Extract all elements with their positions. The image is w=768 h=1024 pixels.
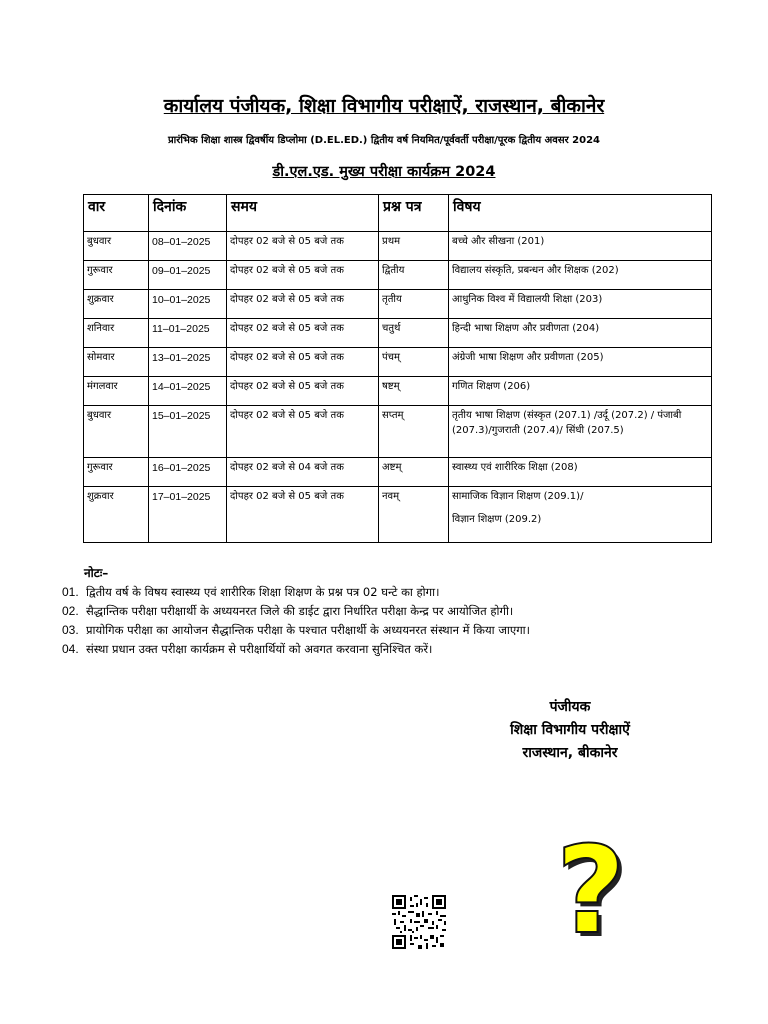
cell-day-text: मंगलवार: [87, 381, 118, 392]
cell-subject: [449, 458, 712, 487]
cell-subject: [449, 406, 712, 458]
cell-subject: [449, 348, 712, 377]
cell-subject-text: आधुनिक विश्व में विद्यालयी शिक्षा (203): [452, 294, 603, 305]
cell-day: [84, 290, 149, 319]
cell-day: [84, 232, 149, 261]
cell-paper-text: अष्टम्: [382, 462, 402, 473]
cell-date-text: 08–01–2025: [152, 236, 211, 248]
col-header-subject: विषय: [449, 195, 712, 232]
cell-paper: [379, 458, 449, 487]
table-row: [84, 232, 712, 261]
cell-subject: [449, 487, 712, 543]
cell-date-text: 13–01–2025: [152, 352, 211, 364]
cell-subject-text: अंग्रेजी भाषा शिक्षण और प्रवीणता (205): [452, 352, 604, 363]
cell-subject: [449, 319, 712, 348]
table-header-row: [84, 195, 712, 232]
cell-time: [227, 290, 379, 319]
cell-day: [84, 458, 149, 487]
note-text: द्वितीय वर्ष के विषय स्वास्थ्य एवं शारीरिक शिक्षा शिक्षण के प्रश्न पत्र 02 घन्टे का होगा।: [86, 585, 440, 599]
cell-paper: [379, 261, 449, 290]
cell-day-text: शुक्रवार: [87, 491, 114, 502]
note-item: [62, 602, 722, 621]
cell-date: [149, 319, 227, 348]
cell-subject: [449, 377, 712, 406]
cell-subject: [449, 261, 712, 290]
cell-time: [227, 377, 379, 406]
cell-paper: [379, 348, 449, 377]
cell-time-text: दोपहर 02 बजे से 05 बजे तक: [230, 265, 344, 276]
cell-paper-text: नवम्: [382, 491, 400, 502]
col-header-paper: प्रश्न पत्र: [379, 195, 449, 232]
cell-paper-text: प्रथम: [382, 236, 401, 247]
table-row: [84, 261, 712, 290]
qr-code-icon: [392, 895, 446, 949]
cell-subject: [449, 232, 712, 261]
col-header-day: वार: [84, 195, 149, 232]
table-row: [84, 348, 712, 377]
cell-date-text: 15–01–2025: [152, 410, 211, 422]
cell-day-text: बुधवार: [87, 236, 112, 247]
note-item: [62, 640, 722, 659]
exam-schedule-table: [83, 194, 712, 543]
note-number: 01.: [62, 585, 79, 599]
cell-time-text: दोपहर 02 बजे से 05 बजे तक: [230, 294, 344, 305]
cell-paper-text: पंचम्: [382, 352, 401, 363]
cell-subject-line2: विज्ञान शिक्षण (209.2): [452, 513, 542, 525]
cell-paper-text: द्वितीय: [382, 265, 405, 276]
cell-day: [84, 377, 149, 406]
cell-date: [149, 348, 227, 377]
cell-time-text: दोपहर 02 बजे से 05 बजे तक: [230, 352, 344, 363]
cell-date: [149, 261, 227, 290]
cell-time: [227, 458, 379, 487]
cell-paper-text: तृतीय: [382, 294, 402, 305]
cell-subject-text: हिन्दी भाषा शिक्षण और प्रवीणता (204): [452, 323, 600, 334]
note-item: [62, 621, 722, 640]
cell-day-text: सोमवार: [87, 352, 115, 363]
cell-subject-text: तृतीय भाषा शिक्षण (संस्कृत (207.1) /उर्दू (207.2) / पंजाबी (207.3)/गुजराती (207.4)/ सिंधी (207.5): [452, 410, 682, 436]
cell-time-text: दोपहर 02 बजे से 04 बजे तक: [230, 462, 344, 473]
table-row: [84, 406, 712, 458]
cell-subject-text: बच्चे और सीखना (201): [452, 236, 545, 247]
cell-day-text: शनिवार: [87, 323, 115, 334]
cell-day-text: गुरूवार: [87, 462, 113, 473]
cell-time-text: दोपहर 02 बजे से 05 बजे तक: [230, 491, 344, 502]
table-row: [84, 377, 712, 406]
cell-day-text: गुरूवार: [87, 265, 113, 276]
cell-time: [227, 348, 379, 377]
cell-date-text: 11–01–2025: [152, 323, 210, 335]
exam-subtitle: प्रारंभिक शिक्षा शास्त्र द्विवर्षीय डिप्लोमा (D.EL.ED.) द्वितीय वर्ष नियमित/पूर्ववर्ती परीक्षा/पूरक द्वितीय अवसर 2024: [167, 135, 601, 146]
cell-day-text: शुक्रवार: [87, 294, 114, 305]
cell-time: [227, 261, 379, 290]
cell-date-text: 10–01–2025: [152, 294, 211, 306]
cell-paper: [379, 487, 449, 543]
signature-block: [470, 696, 670, 765]
cell-day: [84, 487, 149, 543]
question-mark-icon: ?: [556, 822, 626, 961]
cell-time-text: दोपहर 02 बजे से 05 बजे तक: [230, 381, 344, 392]
cell-date: [149, 377, 227, 406]
table-row: [84, 290, 712, 319]
cell-time: [227, 232, 379, 261]
cell-date-text: 14–01–2025: [152, 381, 211, 393]
cell-paper: [379, 406, 449, 458]
cell-day: [84, 319, 149, 348]
cell-paper-text: चतुर्थ: [382, 323, 401, 334]
schedule-heading: डी.एल.एड. मुख्य परीक्षा कार्यक्रम 2024: [272, 164, 496, 180]
cell-subject-text: गणित शिक्षण (206): [452, 381, 531, 392]
signature-designation: पंजीयक: [549, 699, 591, 715]
col-header-date: दिनांक: [149, 195, 227, 232]
cell-date-text: 17–01–2025: [152, 491, 211, 503]
signature-department: शिक्षा विभागीय परीक्षाऐं: [510, 722, 630, 738]
table-row: [84, 319, 712, 348]
cell-subject-text: सामाजिक विज्ञान शिक्षण (209.1)/: [452, 491, 584, 502]
col-header-time: समय: [227, 195, 379, 232]
notes-section: [62, 564, 722, 659]
note-text: प्रायोगिक परीक्षा का आयोजन सैद्धान्तिक परीक्षा के पश्चात परीक्षार्थी के अध्ययनरत संस्थान में किया जाएगा।: [86, 623, 531, 637]
cell-paper: [379, 232, 449, 261]
cell-paper: [379, 377, 449, 406]
table-row: [84, 487, 712, 543]
notes-heading: नोटः–: [84, 566, 109, 580]
cell-subject-text: विद्यालय संस्कृति, प्रबन्धन और शिक्षक (202): [452, 265, 619, 276]
cell-paper: [379, 290, 449, 319]
cell-day-text: बुधवार: [87, 410, 112, 421]
cell-paper-text: षष्टम्: [382, 381, 400, 392]
note-number: 03.: [62, 623, 79, 637]
note-text: संस्था प्रधान उक्त परीक्षा कार्यक्रम से परीक्षार्थियों को अवगत करवाना सुनिश्चित करें।: [86, 642, 433, 656]
cell-time-text: दोपहर 02 बजे से 05 बजे तक: [230, 236, 344, 247]
note-number: 02.: [62, 604, 79, 618]
cell-date: [149, 406, 227, 458]
table-row: [84, 458, 712, 487]
cell-subject-text: स्वास्थ्य एवं शारीरिक शिक्षा (208): [452, 462, 578, 473]
cell-date: [149, 232, 227, 261]
signature-location: राजस्थान, बीकानेर: [522, 745, 618, 761]
cell-time: [227, 406, 379, 458]
cell-subject: [449, 290, 712, 319]
cell-time: [227, 319, 379, 348]
cell-time: [227, 487, 379, 543]
note-number: 04.: [62, 642, 79, 656]
cell-paper: [379, 319, 449, 348]
cell-date-text: 09–01–2025: [152, 265, 211, 277]
cell-date: [149, 458, 227, 487]
cell-date-text: 16–01–2025: [152, 462, 211, 474]
cell-date: [149, 290, 227, 319]
cell-day: [84, 348, 149, 377]
cell-date: [149, 487, 227, 543]
note-item: [62, 583, 722, 602]
cell-day: [84, 261, 149, 290]
office-title: कार्यालय पंजीयक, शिक्षा विभागीय परीक्षाऐं, राजस्थान, बीकानेर: [163, 95, 605, 117]
cell-time-text: दोपहर 02 बजे से 05 बजे तक: [230, 323, 344, 334]
cell-time-text: दोपहर 02 बजे से 05 बजे तक: [230, 410, 344, 421]
cell-day: [84, 406, 149, 458]
note-text: सैद्धान्तिक परीक्षा परीक्षार्थी के अध्ययनरत जिले की डाईट द्वारा निर्धारित परीक्षा केन्द्र पर आयोजित होगी।: [86, 604, 514, 618]
cell-paper-text: सप्तम्: [382, 410, 404, 421]
